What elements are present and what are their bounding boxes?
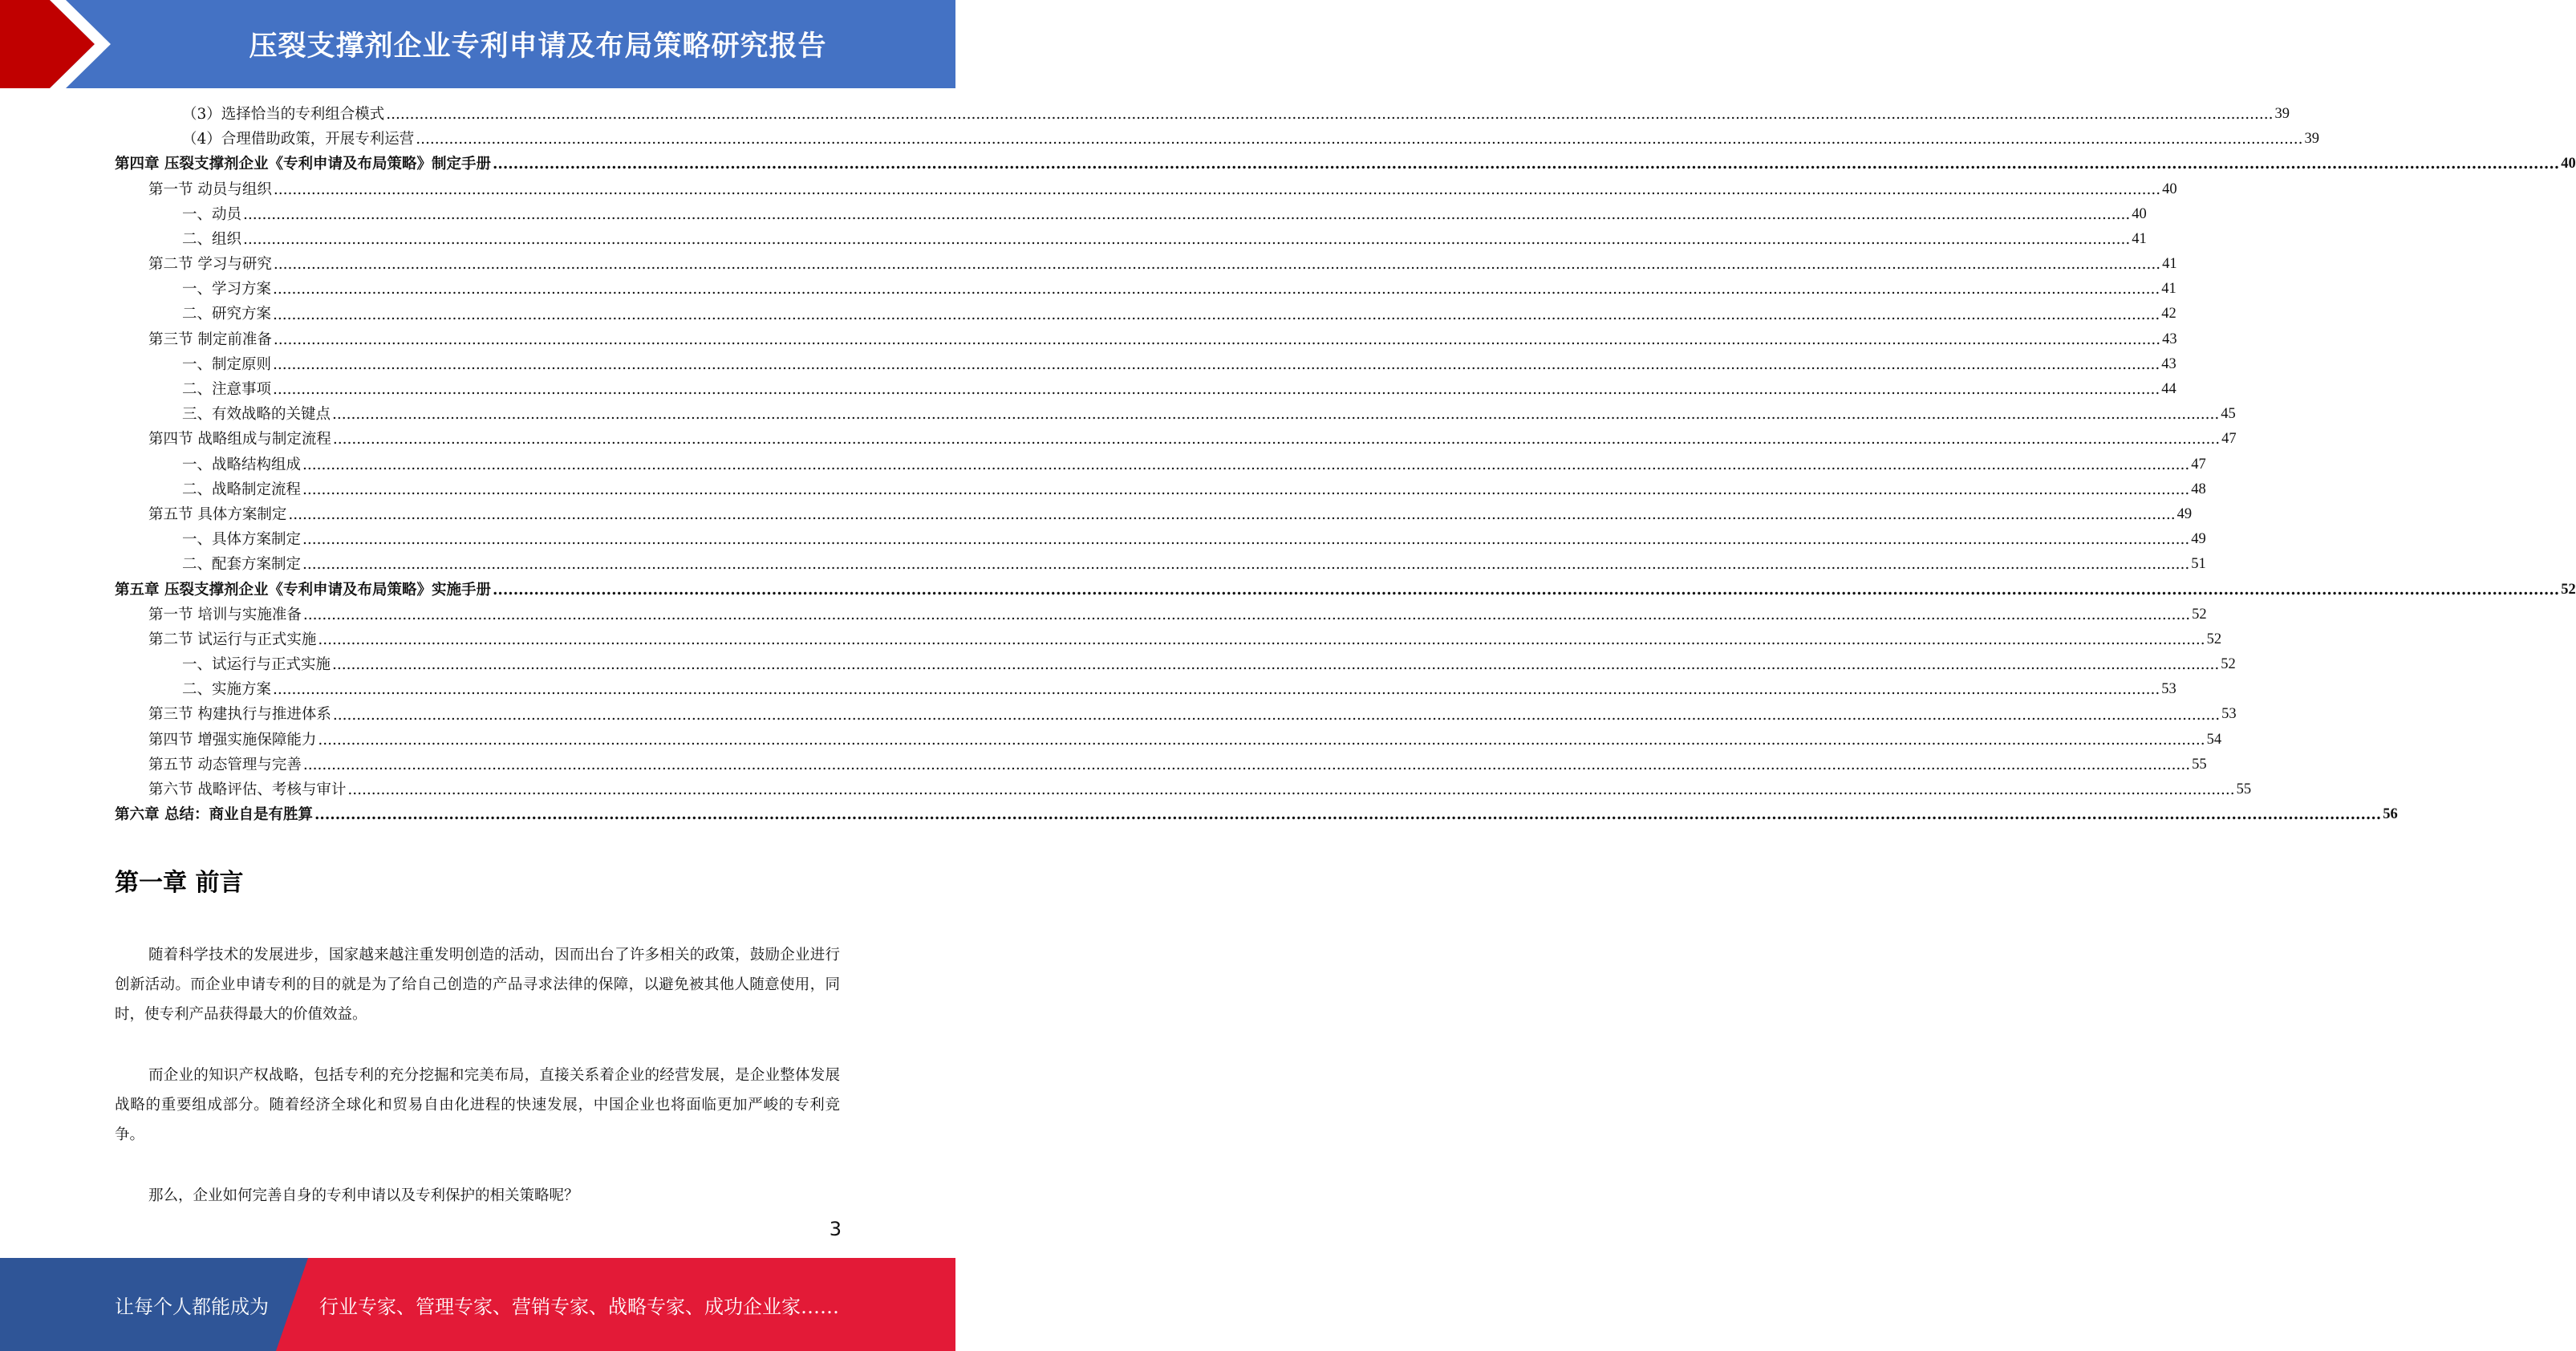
page-header: [0, 0, 955, 88]
toc-entry-title: （4）合理借助政策，开展专利运营: [182, 131, 415, 148]
toc-leader-dots: ................................................................................................................................................................................................................................................................................................................................................................................................................: [386, 106, 2274, 123]
toc-entry[interactable]: [115, 477, 2206, 502]
toc-leader-dots: ................................................................................................................................................................................................................................................................................................................................................................................................................: [288, 506, 2176, 523]
toc-entry-title: 第一节 培训与实施准备: [148, 606, 302, 623]
toc-entry-title: 三、有效战略的关键点: [182, 406, 331, 424]
toc-leader-dots: ................................................................................................................................................................................................................................................................................................................................................................................................................: [273, 355, 2160, 373]
toc-entry-page: 51: [2191, 556, 2206, 573]
toc-entry-title: 二、配套方案制定: [182, 556, 302, 574]
toc-entry[interactable]: [115, 602, 2207, 627]
toc-entry[interactable]: [115, 452, 2206, 477]
toc-entry-title: 一、学习方案: [182, 281, 272, 298]
toc-entry-page: 47: [2221, 431, 2237, 448]
toc-entry-page: 55: [2192, 756, 2207, 773]
toc-entry-title: 第四节 增强实施保障能力: [148, 731, 317, 749]
toc-leader-dots: ................................................................................................................................................................................................................................................................................................................................................................................................................: [273, 306, 2160, 323]
toc-entry-page: 52: [2561, 581, 2576, 598]
toc-leader-dots: ................................................................................................................................................................................................................................................................................................................................................................................................................: [332, 706, 2221, 724]
footer-slogan-left: 让每个人都能成为: [115, 1295, 269, 1318]
toc-entry-title: 一、战略结构组成: [182, 456, 302, 473]
toc-entry[interactable]: [115, 527, 2206, 552]
toc-leader-dots: ................................................................................................................................................................................................................................................................................................................................................................................................................: [302, 556, 2190, 574]
toc-entry-title: 二、实施方案: [182, 681, 272, 699]
toc-entry[interactable]: [115, 402, 2236, 427]
toc-entry-title: 第四章 压裂支撑剂企业《专利申请及布局策略》制定手册: [115, 156, 491, 173]
toc-entry-title: 二、组织: [182, 230, 242, 248]
toc-entry-page: 45: [2221, 406, 2236, 423]
toc-entry-title: （3）选择恰当的专利组合模式: [182, 105, 385, 123]
toc-entry-page: 39: [2274, 105, 2290, 122]
toc-entry[interactable]: [115, 627, 2222, 652]
toc-leader-dots: ................................................................................................................................................................................................................................................................................................................................................................................................................: [332, 656, 2220, 674]
toc-entry[interactable]: [115, 502, 2193, 527]
toc-entry-title: 第二节 试运行与正式实施: [148, 631, 317, 648]
toc-entry[interactable]: [115, 102, 2290, 127]
toc-entry[interactable]: [115, 327, 2177, 352]
toc-entry-title: 一、试运行与正式实施: [182, 656, 331, 674]
page-number: 3: [829, 1218, 842, 1240]
toc-leader-dots: ................................................................................................................................................................................................................................................................................................................................................................................................................: [302, 756, 2191, 773]
toc-entry[interactable]: [115, 177, 2177, 202]
toc-leader-dots: ................................................................................................................................................................................................................................................................................................................................................................................................................: [273, 256, 2161, 274]
toc-entry-page: 52: [2221, 656, 2236, 673]
toc-leader-dots: ................................................................................................................................................................................................................................................................................................................................................................................................................: [243, 205, 2131, 223]
toc-entry-page: 49: [2191, 531, 2206, 548]
toc-entry[interactable]: [115, 753, 2207, 777]
toc-entry-title: 一、制定原则: [182, 355, 272, 373]
toc-entry[interactable]: [115, 427, 2237, 452]
toc-entry[interactable]: [115, 578, 2576, 602]
toc-entry-page: 42: [2161, 306, 2176, 323]
toc-entry-page: 39: [2304, 131, 2320, 148]
paragraph: 那么，企业如何完善自身的专利申请以及专利保护的相关策略呢？: [148, 1187, 579, 1204]
toc-entry[interactable]: [115, 377, 2176, 402]
toc-entry-page: 41: [2161, 281, 2176, 298]
toc-entry[interactable]: [115, 552, 2206, 577]
toc-entry-page: 43: [2161, 355, 2176, 372]
toc-entry-page: 54: [2206, 731, 2222, 748]
toc-leader-dots: ................................................................................................................................................................................................................................................................................................................................................................................................................: [243, 230, 2131, 248]
toc-entry-title: 第三节 构建执行与推进体系: [148, 706, 331, 724]
toc-leader-dots: ................................................................................................................................................................................................................................................................................................................................................................................................................: [416, 131, 2303, 148]
toc-entry-page: 41: [2162, 256, 2177, 273]
footer-slogan-right: 行业专家、管理专家、营销专家、战略专家、成功企业家……: [319, 1295, 839, 1318]
toc-entry-page: 55: [2236, 781, 2252, 798]
toc-leader-dots: ................................................................................................................................................................................................................................................................................................................................................................................................................: [273, 331, 2161, 348]
toc-leader-dots: ................................................................................................................................................................................................................................................................................................................................................................................................................: [347, 781, 2235, 799]
toc-entry[interactable]: [115, 703, 2237, 728]
toc-entry[interactable]: [115, 302, 2176, 327]
toc-entry-page: 40: [2162, 181, 2177, 197]
toc-entry-page: 40: [2132, 205, 2147, 222]
toc-leader-dots: ................................................................................................................................................................................................................................................................................................................................................................................................................: [273, 381, 2160, 399]
toc-entry-page: 41: [2132, 230, 2147, 247]
toc-entry-title: 第五节 具体方案制定: [148, 505, 287, 523]
toc-entry-title: 二、注意事项: [182, 381, 272, 399]
toc-entry-title: 第一节 动员与组织: [148, 181, 272, 198]
toc-entry-page: 43: [2162, 331, 2177, 347]
toc-leader-dots: ................................................................................................................................................................................................................................................................................................................................................................................................................: [314, 806, 2382, 824]
toc-leader-dots: ................................................................................................................................................................................................................................................................................................................................................................................................................: [302, 531, 2190, 549]
header-arrow-icon: [0, 0, 128, 88]
toc-entry-title: 第二节 学习与研究: [148, 256, 272, 274]
toc-entry[interactable]: [115, 677, 2176, 702]
toc-entry[interactable]: [115, 352, 2176, 377]
toc-entry-page: 52: [2192, 606, 2207, 623]
toc-leader-dots: ................................................................................................................................................................................................................................................................................................................................................................................................................: [302, 456, 2190, 473]
toc-entry-page: 52: [2206, 631, 2222, 647]
toc-entry-title: 二、研究方案: [182, 306, 272, 323]
toc-entry-page: 44: [2161, 381, 2176, 398]
toc-entry[interactable]: [115, 777, 2252, 802]
toc-entry-title: 一、具体方案制定: [182, 531, 302, 549]
toc-entry-title: 第四节 战略组成与制定流程: [148, 431, 331, 448]
toc-entry-title: 一、动员: [182, 205, 242, 223]
chapter-heading: 第一章 前言: [115, 869, 244, 897]
toc-entry-page: 53: [2221, 706, 2237, 723]
toc-entry-page: 56: [2383, 806, 2398, 823]
toc-entry-page: 49: [2176, 505, 2193, 522]
toc-entry-title: 第五章 压裂支撑剂企业《专利申请及布局策略》实施手册: [115, 581, 491, 598]
table-of-contents: [115, 102, 2576, 827]
report-title: 压裂支撑剂企业专利申请及布局策略研究报告: [249, 30, 827, 63]
toc-entry-page: 53: [2161, 681, 2176, 698]
toc-entry[interactable]: [115, 227, 2147, 252]
toc-leader-dots: ................................................................................................................................................................................................................................................................................................................................................................................................................: [332, 406, 2220, 424]
toc-leader-dots: ................................................................................................................................................................................................................................................................................................................................................................................................................: [318, 631, 2205, 648]
toc-entry-title: 第三节 制定前准备: [148, 331, 272, 348]
toc-entry-page: 40: [2561, 156, 2576, 172]
toc-entry[interactable]: [115, 802, 2398, 827]
toc-entry[interactable]: [115, 728, 2222, 753]
page-footer: [0, 1258, 955, 1351]
toc-leader-dots: ................................................................................................................................................................................................................................................................................................................................................................................................................: [273, 281, 2160, 298]
toc-entry-title: 二、战略制定流程: [182, 481, 302, 498]
toc-entry[interactable]: [115, 277, 2176, 302]
paragraph: 随着科学技术的发展进步，国家越来越注重发明创造的活动，因而出台了许多相关的政策，鼓励企业进行创新活动。而企业申请专利的目的就是为了给自己创造的产品寻求法律的保障，以避免被其他人随意使用，同时，使专利产品获得最大的价值效益。: [115, 947, 840, 1023]
toc-leader-dots: ................................................................................................................................................................................................................................................................................................................................................................................................................: [332, 431, 2221, 448]
toc-leader-dots: ................................................................................................................................................................................................................................................................................................................................................................................................................: [318, 731, 2205, 749]
toc-entry[interactable]: [115, 127, 2320, 152]
toc-leader-dots: ................................................................................................................................................................................................................................................................................................................................................................................................................: [302, 606, 2191, 623]
toc-entry-title: 第六节 战略评估、考核与审计: [148, 781, 347, 799]
toc-entry[interactable]: [115, 202, 2147, 227]
toc-entry-page: 47: [2191, 456, 2206, 473]
toc-entry[interactable]: [115, 252, 2177, 277]
paragraph: 而企业的知识产权战略，包括专利的充分挖掘和完美布局，直接关系着企业的经营发展，是企业整体发展战略的重要组成部分。随着经济全球化和贸易自由化进程的快速发展，中国企业也将面临更加严峻的专利竞争。: [115, 1067, 840, 1143]
toc-leader-dots: ................................................................................................................................................................................................................................................................................................................................................................................................................: [492, 156, 2560, 173]
toc-entry-title: 第六章 总结：商业自是有胜算: [115, 806, 313, 824]
toc-leader-dots: ................................................................................................................................................................................................................................................................................................................................................................................................................: [273, 681, 2160, 699]
toc-leader-dots: ................................................................................................................................................................................................................................................................................................................................................................................................................: [492, 581, 2560, 598]
toc-entry[interactable]: [115, 152, 2576, 176]
toc-entry[interactable]: [115, 652, 2236, 677]
toc-leader-dots: ................................................................................................................................................................................................................................................................................................................................................................................................................: [273, 181, 2161, 198]
toc-leader-dots: ................................................................................................................................................................................................................................................................................................................................................................................................................: [302, 481, 2190, 498]
toc-entry-title: 第五节 动态管理与完善: [148, 756, 302, 773]
toc-entry-page: 48: [2191, 481, 2206, 497]
